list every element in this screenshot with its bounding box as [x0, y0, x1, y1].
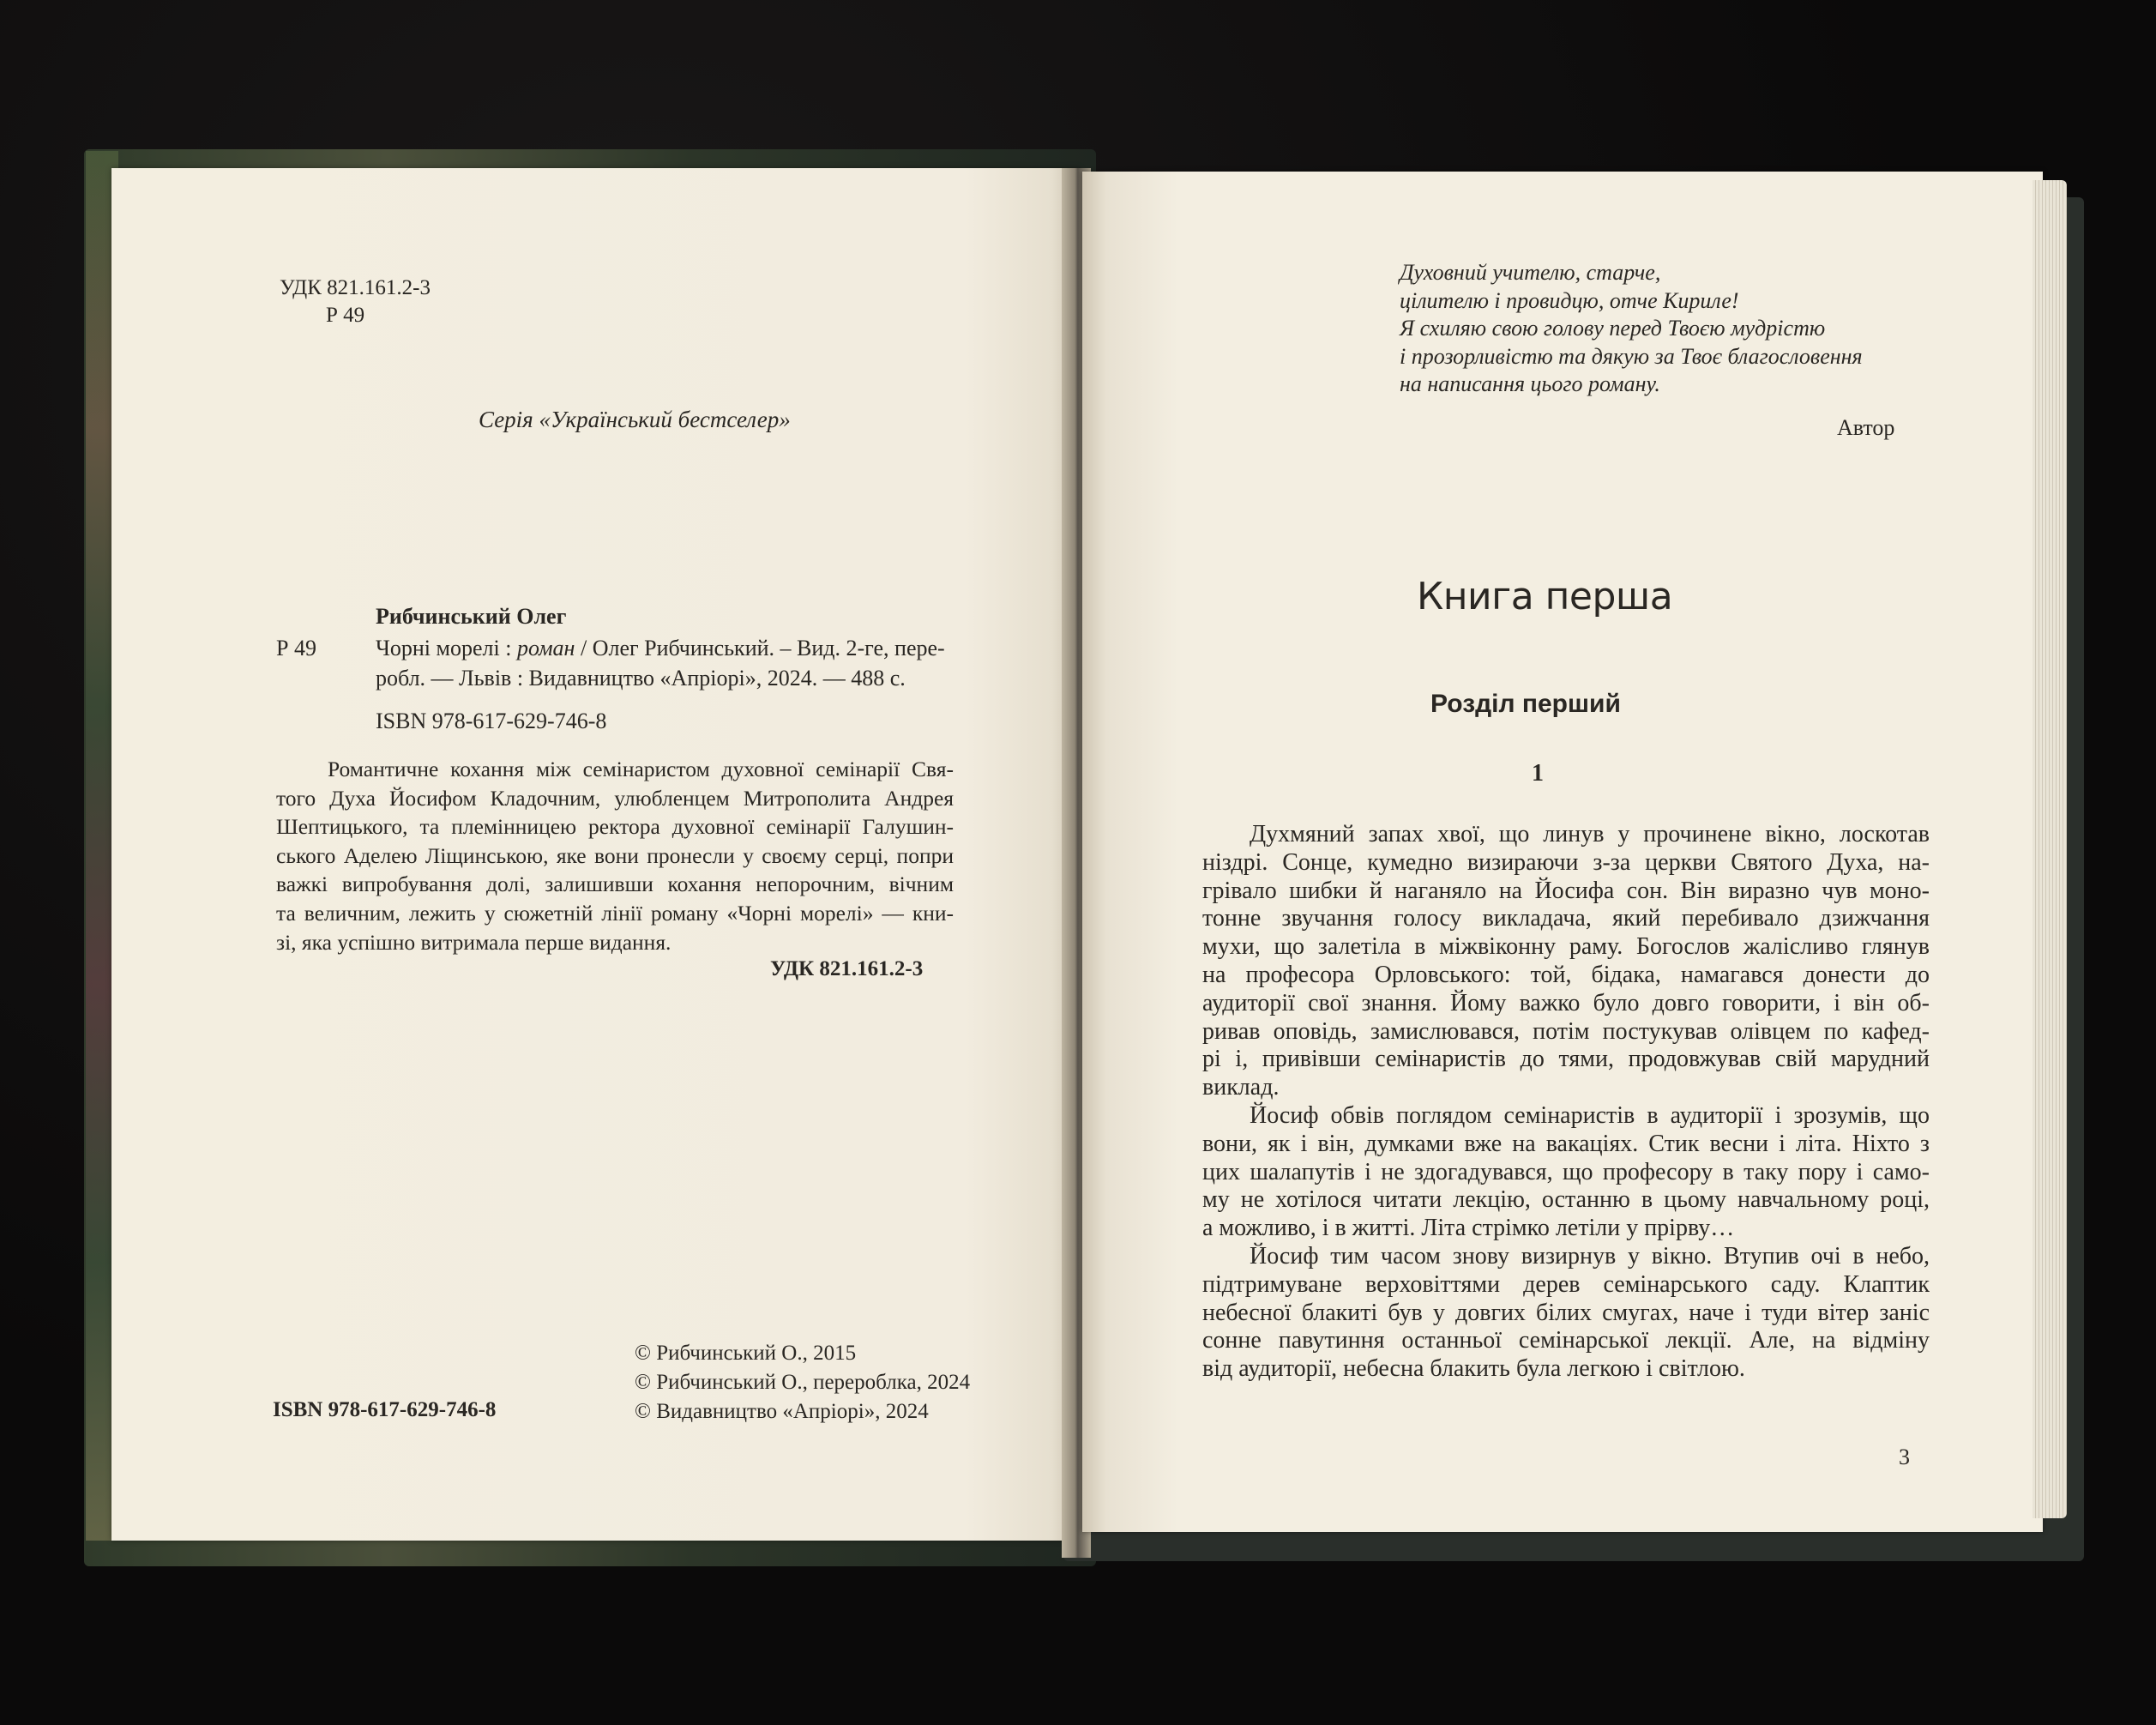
author-heading: Рибчинський Олег	[376, 604, 567, 629]
page-number: 3	[1899, 1445, 1910, 1469]
epigraph-line: Духовний учителю, старче,	[1400, 260, 1661, 285]
bibliographic-line-1: Чорні морелі : роман / Олег Рибчинський. – Вид. 2-ге, пере-	[376, 636, 945, 660]
copyright-line: © Видавництво «Апріорі», 2024	[635, 1400, 929, 1423]
copyright-line: © Рибчинський О., 2015	[635, 1342, 857, 1365]
annotation-line: Шептицького, та племінницею ректора духовної семінарії Галушин-	[276, 814, 954, 840]
body-line: небесної блакиті був у довгих білих смугах, наче і туди вітер заніс	[1202, 1299, 1930, 1326]
annotation-line: важкі випробування долі, залишивши кохання непорочним, вічним	[276, 872, 954, 897]
chapter-title: Розділ перший	[1430, 690, 1621, 718]
body-line: рі і, привівши семінаристів до тями, продовжував свій марудний	[1202, 1046, 1930, 1073]
body-line: грівало шибки й наганяло на Йосифа сон. Він виразно чув моно-	[1202, 877, 1930, 904]
section-number: 1	[1532, 760, 1544, 787]
body-line: Йосиф обвів поглядом семінаристів в аудиторії і зрозумів, що	[1250, 1102, 1930, 1129]
body-line: підтримуване верховіттями дерев семінарського саду. Клаптик	[1202, 1270, 1930, 1298]
body-line: вони, як і він, думками вже на вакаціях. Стик весни і літа. Ніхто з	[1202, 1130, 1930, 1157]
body-line: Йосиф тим часом знову визирнув у вікно. Втупив очі в небо,	[1250, 1243, 1930, 1270]
body-line: сонне павутиння останньої семінарської лекції. Але, на відміну	[1202, 1327, 1930, 1354]
body-line: на професора Орловського: той, бідака, намагався донести до	[1202, 961, 1930, 988]
body-paragraph-1	[1202, 821, 1930, 1102]
epigraph-line: Я схиляю свою голову перед Твоєю мудрістю	[1400, 316, 1826, 341]
annotation-line: Романтичне кохання між семінаристом духовної семінарії Свя-	[328, 757, 954, 781]
annotation-line: зі, яка успішно витримала перше видання.	[276, 929, 671, 955]
annotation-line: того Духа Йосифом Кладочним, улюбленцем Митрополита Андрея	[276, 785, 954, 811]
annotation-line: ського Аделею Ліщинською, яке вони пронесли у своєму серці, попри	[276, 842, 954, 868]
epigraph-line: на написання цього роману.	[1400, 371, 1660, 396]
body-paragraph-2	[1202, 1102, 1930, 1243]
body-line: аудиторії свої знання. Йому важко було довго говорити, і він об-	[1202, 989, 1930, 1016]
body-line: ривав оповідь, замислювався, потім постукував олівцем по кафед-	[1202, 1017, 1930, 1045]
code-top: Р 49	[326, 304, 365, 327]
epigraph	[1400, 259, 1863, 399]
body-paragraph-3	[1202, 1243, 1930, 1384]
right-page	[1082, 172, 2043, 1532]
left-page	[111, 168, 1081, 1541]
epigraph-line: і прозорливістю та дякую за Твоє благословення	[1400, 343, 1863, 369]
epigraph-author: Автор	[1837, 415, 1895, 440]
series-title: Серія «Український бестселер»	[479, 407, 791, 432]
body-line: від аудиторії, небесна блакить була легкою і світлою.	[1202, 1355, 1745, 1383]
udk-bottom: УДК 821.161.2-3	[770, 957, 924, 980]
annotation	[276, 755, 954, 956]
page-edges	[2033, 180, 2067, 1518]
book-title: Книга перша	[1417, 575, 1673, 618]
bibliographic-line-2: робл. — Львів : Видавництво «Апріорі», 2024. — 488 с.	[376, 666, 906, 691]
catalog-code: Р 49	[276, 636, 316, 660]
annotation-line: та величним, лежить у сюжетній лінії роману «Чорні морелі» — кни-	[276, 900, 954, 926]
body-line: му не хотілося читати лекцію, останню в цьому навчальному році,	[1202, 1186, 1930, 1214]
isbn-line: ISBN 978-617-629-746-8	[376, 709, 607, 733]
copyright-line: © Рибчинський О., перероблка, 2024	[635, 1371, 971, 1394]
body-line: виклад.	[1202, 1074, 1280, 1101]
body-line: а можливо, і в житті. Літа стрімко летіли у прірву…	[1202, 1215, 1735, 1242]
body-line: цих шалапутів і не здогадувався, що професору в таку пору і само-	[1202, 1158, 1930, 1185]
body-line: мухи, що залетіла в міжвіконну раму. Богослов жалісливо глянув	[1202, 933, 1930, 961]
udk-top: УДК 821.161.2-3	[280, 276, 431, 299]
body-line: ніздрі. Сонце, кумедно визираючи з-за церкви Святого Духа, на-	[1202, 848, 1930, 876]
isbn-bottom: ISBN 978-617-629-746-8	[273, 1398, 497, 1421]
body-line: тонне звучання голосу викладача, який перебивало дзижчання	[1202, 905, 1930, 932]
body-line: Духмяний запах хвої, що линув у прочинене вікно, лоскотав	[1250, 821, 1930, 847]
epigraph-line: цілителю і провидцю, отче Кириле!	[1400, 287, 1739, 313]
